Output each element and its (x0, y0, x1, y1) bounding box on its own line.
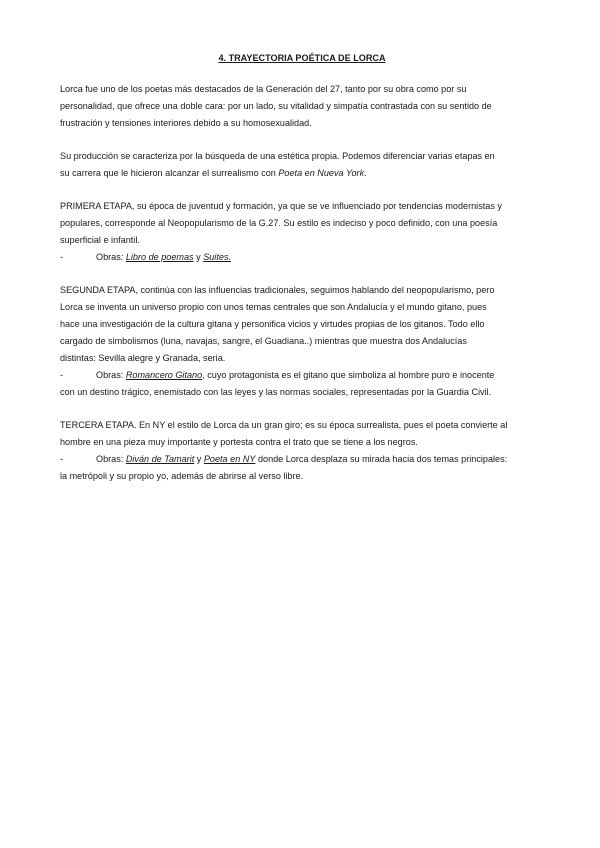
stage1-line: PRIMERA ETAPA, su época de juventud y formación, ya que se ve influenciado por tendencias modernistas y (60, 201, 502, 211)
work-title: Romancero Gitano (125, 370, 203, 380)
stage3-line: TERCERA ETAPA. En NY el estilo de Lorca da un gran giro; es su época surrealista, pues el poeta convierte al (60, 420, 508, 430)
stage3-works (60, 451, 544, 468)
intro-line: Lorca fue uno de los poetas más destacados de la Generación del 27, tanto por su obra como por su (60, 84, 467, 94)
work-title: Diván de Tamarit (125, 454, 195, 464)
stage3-works-continuation: la metrópoli y su propio yo, además de abrirse al verso libre. (60, 471, 304, 481)
intro-line: frustración y tensiones interiores debido a su homosexualidad. (60, 118, 312, 128)
works-text: , cuyo protagonista es el gitano que simboliza al hombre puro e inocente (202, 370, 495, 380)
document-title: 4. TRAYECTORIA POÉTICA DE LORCA (218, 53, 386, 63)
stage2-line: cargado de simbolismos (luna, navajas, sangre, el Guadiana..) mientras que muestra dos Andalucías (60, 336, 467, 346)
stage1-works (60, 249, 544, 266)
list-dash: - (60, 252, 64, 262)
work-title: Libro de poemas (125, 252, 194, 262)
production-paragraph (60, 148, 544, 182)
works-label: Obras (96, 252, 121, 262)
list-dash: - (60, 370, 64, 380)
stage3-paragraph (60, 417, 544, 485)
stage2-works (60, 367, 544, 384)
stage1-line: superficial e infantil. (60, 235, 140, 245)
work-title: Poeta en Nueva York (278, 168, 365, 178)
production-line: Su producción se caracteriza por la búsqueda de una estética propia. Podemos diferenciar varias etapas en (60, 151, 495, 161)
production-text: . (364, 168, 367, 178)
works-text: donde Lorca desplaza su mirada hacia dos temas principales: (255, 454, 508, 464)
document-body (60, 50, 544, 501)
works-separator: y (193, 252, 204, 262)
intro-paragraph (60, 81, 544, 132)
stage2-line: hace una investigación de la cultura gitana y personifica vicios y virtudes propias de los gitanos. Todo ello (60, 319, 485, 329)
list-dash: - (60, 454, 64, 464)
work-title: Suites. (203, 252, 231, 262)
works-label: Obras: (96, 370, 126, 380)
stage3-line: hombre en una pieza muy importante y portesta contra el trato que se tiene a los negros. (60, 437, 418, 447)
stage2-line: Lorca se inventa un universo propio con unos temas centrales que son Andalucía y el mundo gitano, pues (60, 302, 487, 312)
stage2-line: SEGUNDA ETAPA, continúa con las influencias tradicionales, seguimos hablando del neopopularismo, pero (60, 285, 495, 295)
stage2-works-continuation: con un destino trágico, enemistado con las leyes y las normas sociales, representadas por la Guardia Civil. (60, 387, 492, 397)
works-colon: : (120, 252, 126, 262)
works-separator: y (194, 454, 204, 464)
stage2-line: distintas: Sevilla alegre y Granada, seria. (60, 353, 226, 363)
stage1-paragraph (60, 198, 544, 266)
stage1-line: populares, corresponde al Neopopularismo de la G.27. Su estilo es indeciso y poco definido, con una poesía (60, 218, 498, 228)
works-label: Obras: (96, 454, 126, 464)
stage2-paragraph (60, 282, 544, 401)
production-line (60, 165, 544, 182)
production-text: su carrera que le hicieron alcanzar el surrealismo con (60, 168, 279, 178)
work-title: Poeta en NY (203, 454, 256, 464)
intro-line: personalidad, que ofrece una doble cara: por un lado, su vitalidad y simpatía contrastada con su sentido de (60, 101, 492, 111)
